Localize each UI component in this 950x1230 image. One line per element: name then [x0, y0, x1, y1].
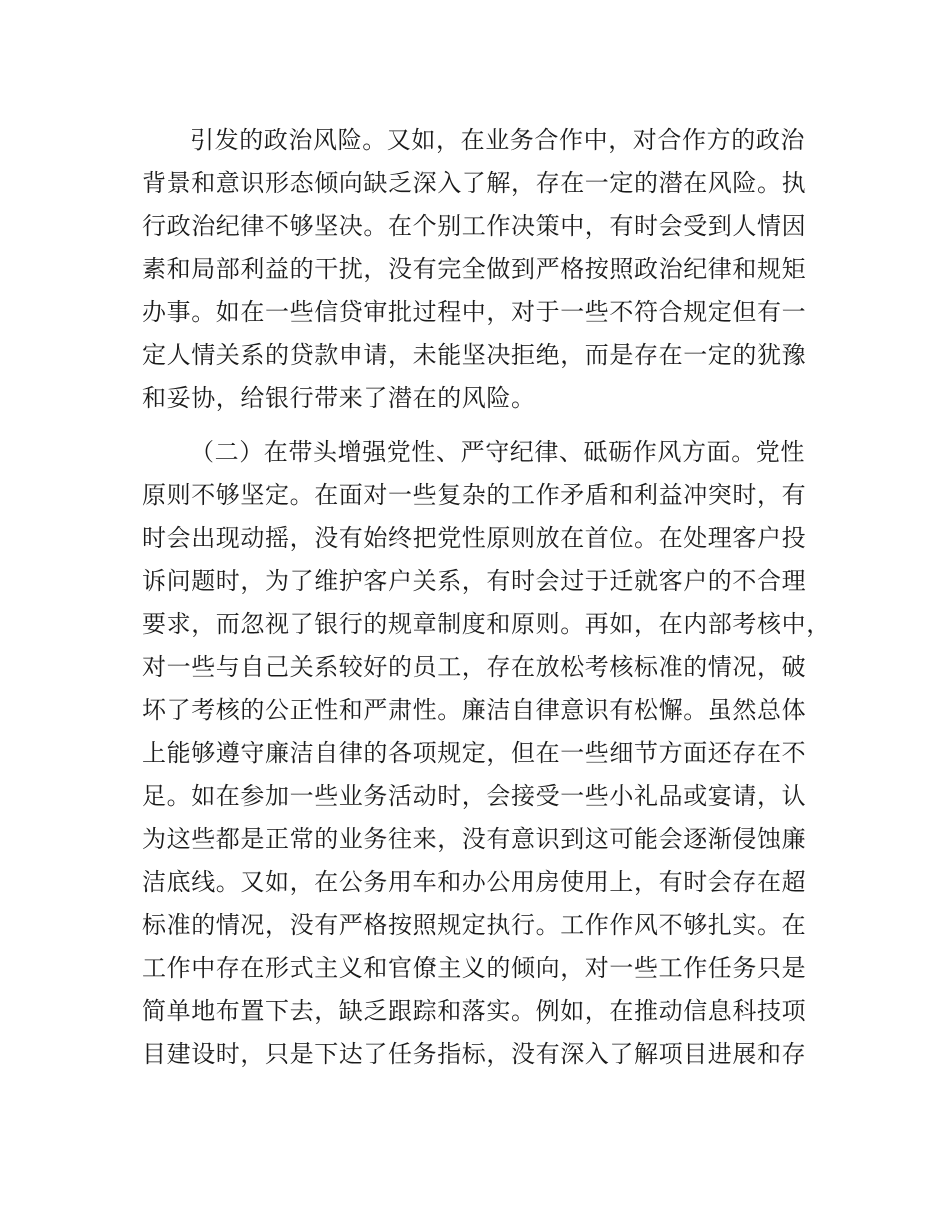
paragraph-1-line-3: 行政治纪律不够坚决。在个别工作决策中，有时会受到人情因: [142, 212, 807, 240]
paragraph-2-line-12: 标准的情况，没有严格按照规定执行。工作作风不够扎实。在: [142, 911, 807, 939]
paragraph-1-line-7: 和妥协，给银行带来了潜在的风险。: [142, 384, 536, 412]
paragraph-1-line-2: 背景和意识形态倾向缺乏深入了解，存在一定的潜在风险。执: [142, 169, 807, 197]
paragraph-1-line-4: 素和局部利益的干扰，没有完全做到严格按照政治纪律和规矩: [142, 255, 807, 283]
paragraph-2-line-7: 坏了考核的公正性和严肃性。廉洁自律意识有松懈。虽然总体: [142, 696, 807, 724]
paragraph-2-line-15: 目建设时，只是下达了任务指标，没有深入了解项目进展和存: [142, 1040, 807, 1068]
paragraph-2-line-8: 上能够遵守廉洁自律的各项规定，但在一些细节方面还存在不: [142, 739, 807, 767]
paragraph-2-line-6: 对一些与自己关系较好的员工，存在放松考核标准的情况，破: [142, 653, 807, 681]
paragraph-2-line-1: （二）在带头增强党性、严守纪律、砥砺作风方面。党性: [190, 438, 805, 466]
paragraph-2-line-10: 为这些都是正常的业务往来，没有意识到这可能会逐渐侵蚀廉: [142, 825, 807, 853]
paragraph-1-line-5: 办事。如在一些信贷审批过程中，对于一些不符合规定但有一: [142, 298, 807, 326]
paragraph-2-line-14: 简单地布置下去，缺乏跟踪和落实。例如，在推动信息科技项: [142, 997, 807, 1025]
paragraph-2-line-11: 洁底线。又如，在公务用车和办公用房使用上，有时会存在超: [142, 868, 807, 896]
paragraph-2-line-2: 原则不够坚定。在面对一些复杂的工作矛盾和利益冲突时，有: [142, 481, 807, 509]
paragraph-2-line-4: 诉问题时，为了维护客户关系，有时会过于迁就客户的不合理: [142, 567, 807, 595]
paragraph-2-line-5: 要求，而忽视了银行的规章制度和原则。再如，在内部考核中，: [142, 610, 831, 638]
paragraph-1-line-1: 引发的政治风险。又如，在业务合作中，对合作方的政治: [190, 126, 805, 154]
paragraph-2-line-3: 时会出现动摇，没有始终把党性原则放在首位。在处理客户投: [142, 524, 807, 552]
paragraph-2-line-13: 工作中存在形式主义和官僚主义的倾向，对一些工作任务只是: [142, 954, 807, 982]
paragraph-1-line-6: 定人情关系的贷款申请，未能坚决拒绝，而是存在一定的犹豫: [142, 341, 807, 369]
paragraph-2-line-9: 足。如在参加一些业务活动时，会接受一些小礼品或宴请，认: [142, 782, 807, 810]
